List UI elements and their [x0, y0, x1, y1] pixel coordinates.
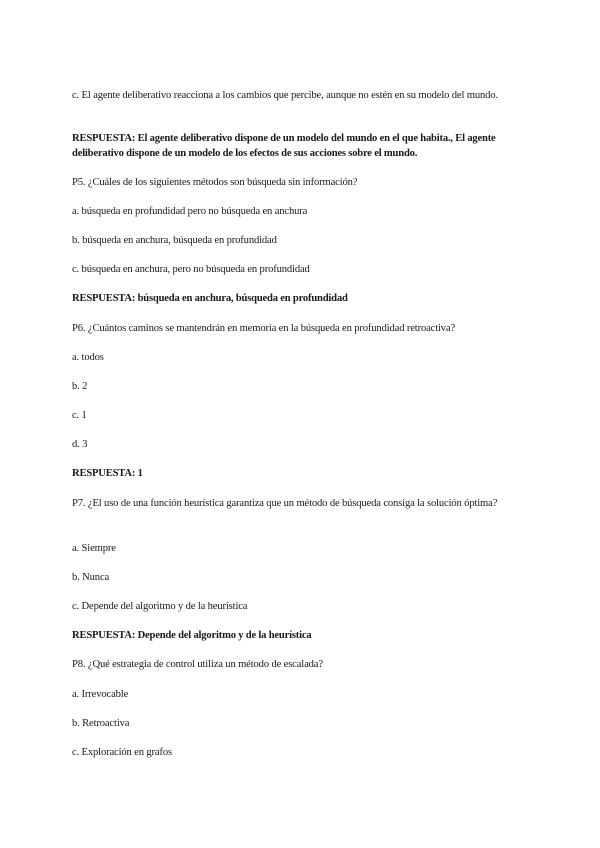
question-text-p5: P5. ¿Cuáles de los siguientes métodos son búsqueda sin información? — [72, 177, 358, 188]
option-text-p8-a: a. Irrevocable — [72, 689, 129, 700]
option-text-p7-b: b. Nunca — [72, 572, 110, 583]
option-text-p6-d: d. 3 — [72, 439, 88, 450]
question-text-p7: P7. ¿El uso de una función heurística garantiza que un método de búsqueda consiga la solución óptima? — [72, 498, 498, 509]
option-text-p5-b: b. búsqueda en anchura, búsqueda en profundidad — [72, 235, 277, 246]
answer-text-p5: RESPUESTA: búsqueda en anchura, búsqueda en profundidad — [72, 293, 348, 304]
option-text-p6-c: c. 1 — [72, 410, 87, 421]
answer-text-p4: RESPUESTA: El agente deliberativo dispone de un modelo del mundo en el que habita., El agente deliberativo dispone de un modelo de los efectos de sus acciones sobre el mundo. — [72, 133, 496, 159]
option-text-p6-a: a. todos — [72, 352, 104, 363]
question-text-p6: P6. ¿Cuántos caminos se mantendrán en memoria en la búsqueda en profundidad retroactiva? — [72, 323, 456, 334]
option-text-p7-c: c. Depende del algoritmo y de la heurística — [72, 601, 248, 612]
option-text-p4-c: c. El agente deliberativo reacciona a los cambios que percibe, aunque no estén en su modelo del mundo. — [72, 90, 498, 101]
option-text-p8-c: c. Exploración en grafos — [72, 747, 172, 758]
answer-text-p7: RESPUESTA: Depende del algoritmo y de la heurística — [72, 630, 312, 641]
option-text-p5-a: a. búsqueda en profundidad pero no búsqueda en anchura — [72, 206, 308, 217]
question-text-p8: P8. ¿Qué estrategia de control utiliza un método de escalada? — [72, 659, 323, 670]
answer-text-p6: RESPUESTA: 1 — [72, 468, 143, 479]
option-text-p6-b: b. 2 — [72, 381, 88, 392]
option-text-p8-b: b. Retroactiva — [72, 718, 130, 729]
option-text-p5-c: c. búsqueda en anchura, pero no búsqueda en profundidad — [72, 264, 310, 275]
option-text-p7-a: a. Siempre — [72, 543, 116, 554]
